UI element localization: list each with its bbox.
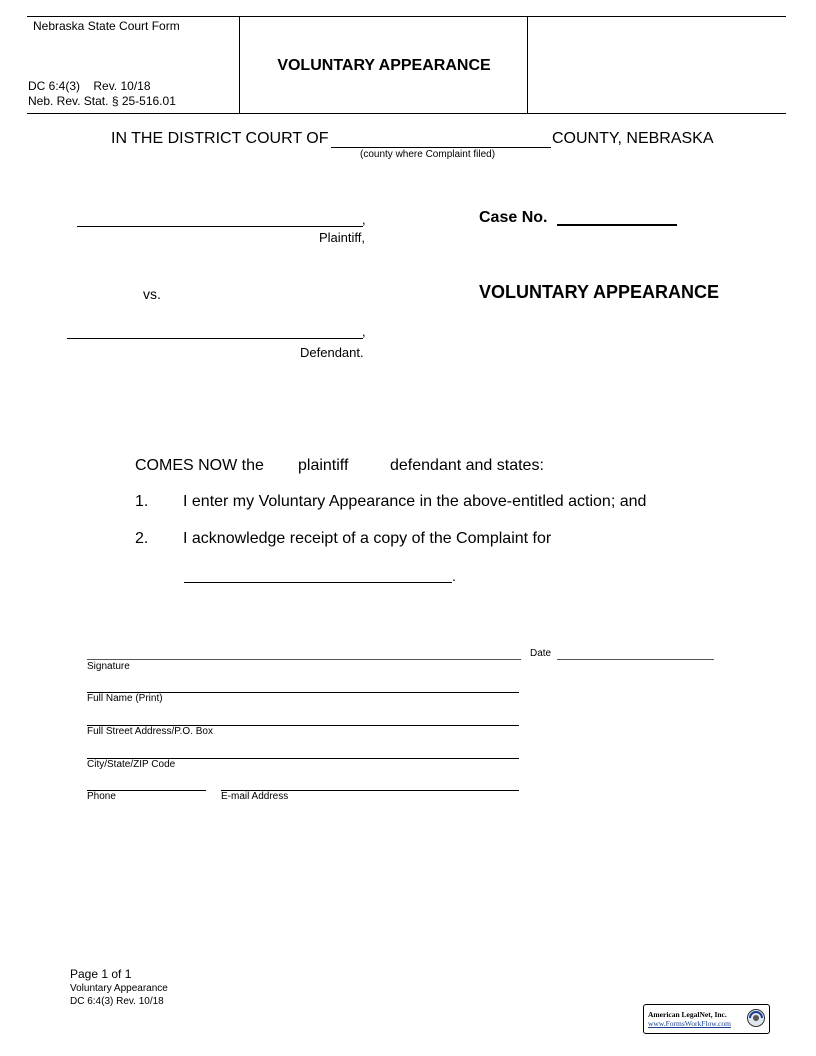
header-top-rule bbox=[27, 16, 786, 17]
county-hint: (county where Complaint filed) bbox=[360, 149, 496, 160]
complaint-for-period: . bbox=[452, 568, 456, 584]
court-prefix: IN THE DISTRICT COURT OF bbox=[111, 130, 329, 147]
caption-title: VOLUNTARY APPEARANCE bbox=[479, 282, 720, 302]
defendant-option[interactable]: defendant and states: bbox=[390, 457, 544, 474]
defendant-comma: , bbox=[362, 324, 366, 339]
publisher-url[interactable]: www.FormsWorkFlow.com bbox=[648, 1019, 732, 1028]
plaintiff-option[interactable]: plaintiff bbox=[298, 457, 349, 474]
signature-label: Signature bbox=[87, 661, 130, 672]
item-1-text: I enter my Voluntary Appearance in the above-entitled action; and bbox=[183, 493, 647, 510]
footer-form-name: Voluntary Appearance bbox=[70, 983, 168, 994]
defendant-label: Defendant. bbox=[300, 345, 364, 360]
page-number: Page 1 of 1 bbox=[70, 967, 132, 981]
form-id-label: DC 6:4(3) Rev. 10/18 bbox=[28, 79, 151, 93]
case-no-label: Case No. bbox=[479, 209, 548, 226]
defendant-name-field[interactable] bbox=[67, 338, 363, 339]
email-label: E-mail Address bbox=[221, 791, 289, 802]
item-1-number: 1. bbox=[135, 493, 149, 510]
header-bottom-rule bbox=[27, 113, 786, 114]
footer-form-id: DC 6:4(3) Rev. 10/18 bbox=[70, 996, 164, 1007]
plaintiff-name-field[interactable] bbox=[77, 226, 363, 227]
phone-label: Phone bbox=[87, 791, 116, 802]
vs-label: vs. bbox=[143, 286, 161, 302]
globe-icon bbox=[746, 1008, 766, 1028]
signature-field[interactable] bbox=[87, 659, 521, 660]
city-label: City/State/ZIP Code bbox=[87, 759, 176, 770]
county-field[interactable] bbox=[331, 147, 551, 148]
item-2-text: I acknowledge receipt of a copy of the Complaint for bbox=[183, 530, 552, 547]
statute-label: Neb. Rev. Stat. § 25-516.01 bbox=[28, 94, 176, 108]
date-field[interactable] bbox=[557, 659, 714, 660]
address-label: Full Street Address/P.O. Box bbox=[87, 726, 213, 737]
plaintiff-label: Plaintiff, bbox=[319, 230, 366, 245]
case-no-field[interactable] bbox=[557, 224, 677, 226]
comes-now-text: COMES NOW the bbox=[135, 457, 264, 474]
item-2-number: 2. bbox=[135, 530, 149, 547]
state-form-label: Nebraska State Court Form bbox=[33, 19, 180, 33]
date-label: Date bbox=[530, 648, 552, 659]
plaintiff-comma: , bbox=[362, 212, 366, 227]
complaint-for-field[interactable] bbox=[184, 582, 452, 583]
header-title: VOLUNTARY APPEARANCE bbox=[277, 57, 491, 74]
court-suffix: COUNTY, NEBRASKA bbox=[552, 130, 714, 147]
publisher-name: American LegalNet, Inc. bbox=[648, 1010, 727, 1019]
full-name-label: Full Name (Print) bbox=[87, 693, 163, 704]
publisher-logo[interactable] bbox=[643, 1004, 770, 1034]
